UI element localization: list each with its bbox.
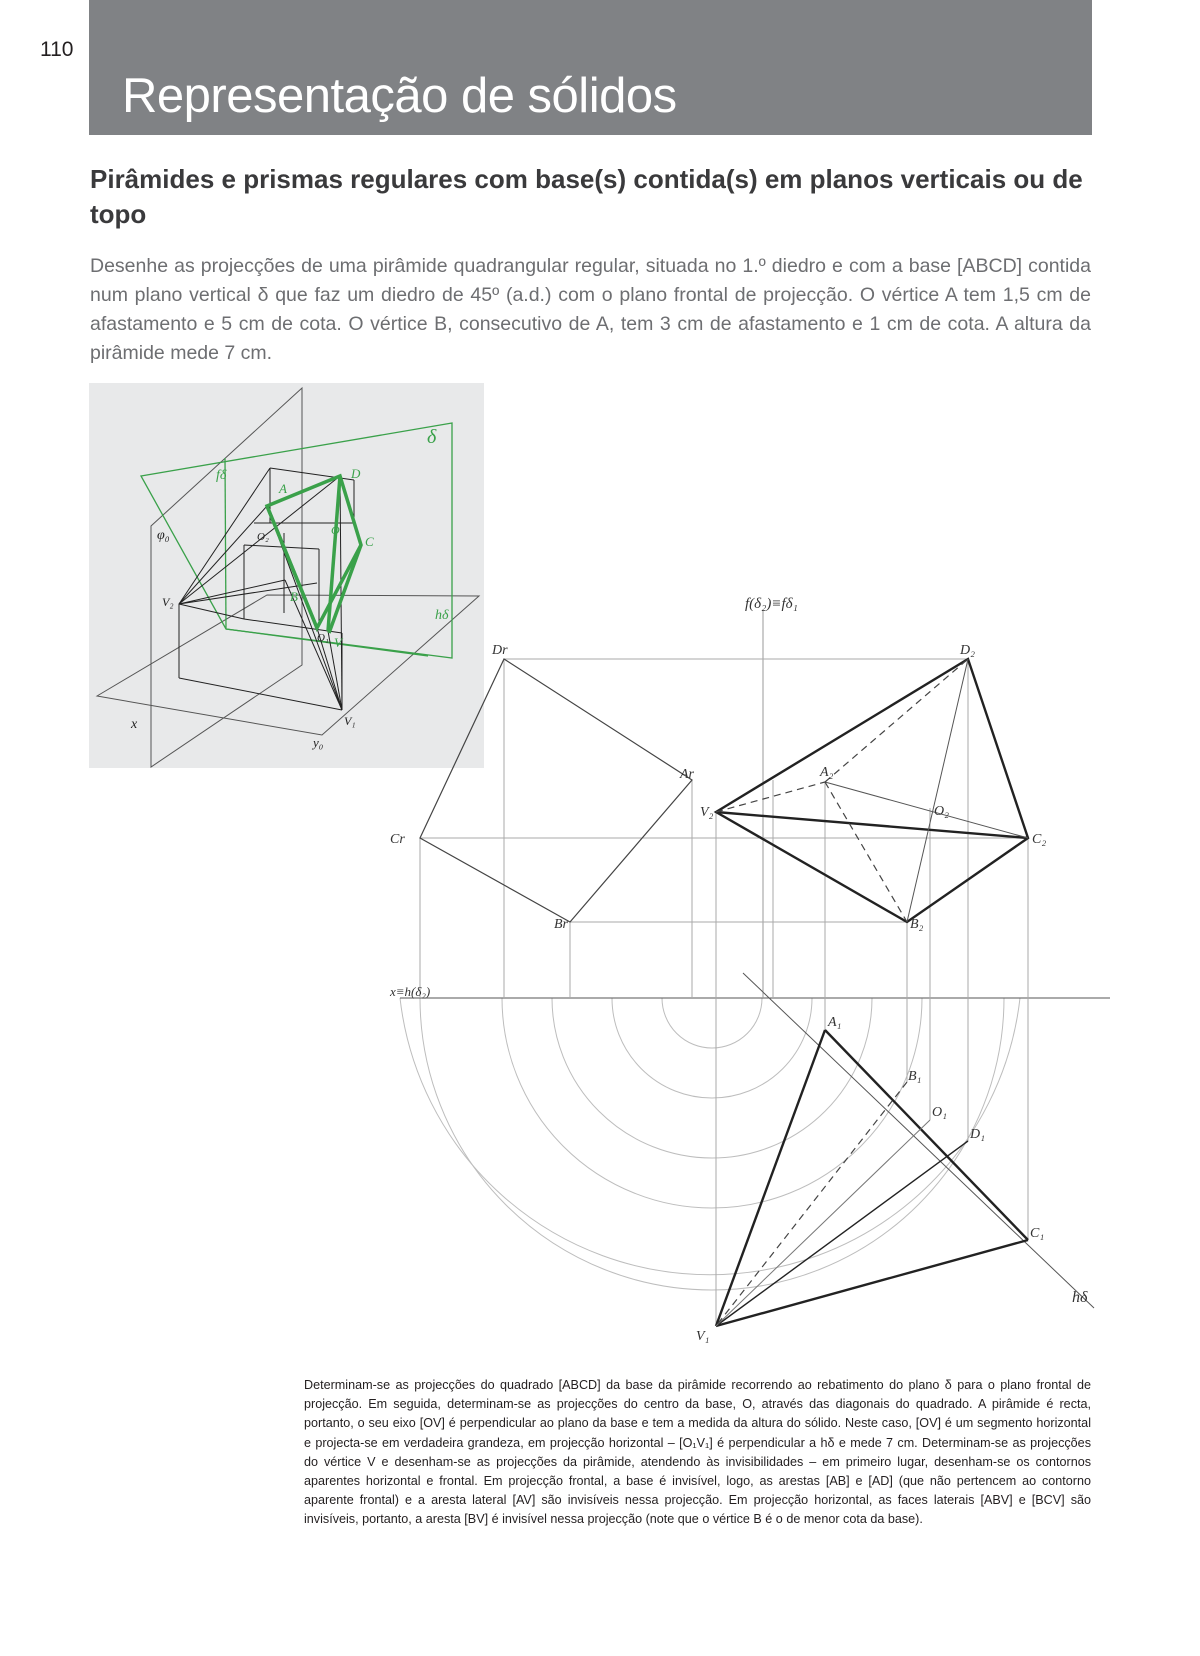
label-v1: V₁ (696, 1329, 710, 1344)
rotation-arcs (400, 998, 1020, 1290)
base-edge-av (267, 506, 317, 628)
rebated-square (420, 659, 692, 922)
section-subtitle: Pirâmides e prismas regulares com base(s) contida(s) em planos verticais ou de topo (90, 164, 1083, 229)
pyramid-base-square (267, 476, 361, 628)
label-o1: O₁ (317, 632, 329, 644)
profile-plane (151, 388, 302, 767)
solution-caption: Determinam-se as projecções do quadrado [ABCD] da base da pirâmide recorrendo ao rebatimento do plano δ para o plano frontal de projecção. Em seguida, determinam-se as projecções do centro da base, O, através das diagonais do quadrado. A pirâmide é recta, portanto, o seu eixo [OV] é perpendicular ao plano da base e tem a medida da altura do sólido. Neste caso, [OV] é um segmento horizontal e projecta-se em verdadeira grandeza, em projecção horizontal – [O₁V₁] é perpendicular a hδ e mede 7 cm. Determinam-se as projecções do vértice V e desenham-se as projecções da pirâmide, atendendo às invisibilidades – em primeiro lugar, desenham-se os contornos aparentes horizontal e frontal. Em projecção frontal, a base é invisível, logo, as arestas [AB] e [AD] (que não pertencem ao contorno aparente frontal) e a aresta lateral [AV] são invisíveis nessa projecção. Em projecção horizontal, as faces laterais [ABV] e [BCV] são invisíveis, portanto, a aresta [BV] é invisível nessa projecção (note que o vértice B é o de menor cota da base). (304, 1378, 1091, 1527)
label-b: B (290, 589, 298, 604)
label-cr: Cr (390, 832, 405, 847)
label-a1: A₁ (828, 1015, 842, 1030)
pyramid-edges (179, 476, 342, 710)
h-delta-line (743, 973, 1094, 1308)
label-delta: δ (427, 426, 437, 448)
label-f-axis: f(δ₂)≡fδ₁ (745, 596, 798, 612)
label-b2: B₂ (910, 917, 924, 932)
f-delta-trace (225, 458, 226, 629)
label-x: x (131, 717, 138, 732)
construction-drawing (390, 590, 1110, 1360)
chapter-title: Representação de sólidos (122, 69, 677, 123)
label-a2: A₂ (820, 765, 834, 780)
problem-statement: Desenhe as projecções de uma pirâmide quadrangular regular, situada no 1.º diedro e com a base [ABCD] contida num plano vertical δ que faz um diedro de 45º (a.d.) com o plano frontal de projecção. O vértice A tem 1,5 cm de afastamento e 5 cm de cota. O vértice B, consecutivo de A, tem 3 cm de afastamento e 1 cm de cota. A altura da pirâmide mede 7 cm. (90, 255, 1091, 364)
chapter-header (89, 0, 1092, 135)
orthographic-construction (390, 590, 1110, 1360)
label-ar: Ar (680, 767, 694, 782)
horizontal-projection (716, 1030, 1028, 1326)
label-d: D (351, 466, 361, 481)
label-f-delta: fδ (216, 468, 227, 483)
label-v2: V₂ (162, 595, 174, 609)
label-o1: O₁ (932, 1105, 947, 1120)
label-h-delta: hδ (1072, 1289, 1088, 1306)
construction-lines (420, 659, 1028, 1326)
label-v: V (334, 635, 342, 650)
label-dr: Dr (492, 643, 508, 658)
label-a: A (279, 481, 287, 496)
page-number: 110 (40, 38, 74, 61)
label-y0: y₀ (313, 735, 324, 750)
label-o2: O₂ (257, 531, 269, 543)
label-c1: C₁ (1030, 1226, 1045, 1241)
label-c: C (365, 534, 374, 549)
label-o2: O₂ (934, 804, 949, 819)
label-b1: B₁ (908, 1069, 922, 1084)
label-x-axis: x≡h(δ₂) (390, 984, 431, 999)
label-d1: D₁ (970, 1127, 985, 1142)
label-h-delta: hδ (435, 608, 449, 623)
label-o: O (331, 523, 340, 537)
label-phi0: φ₀ (157, 528, 170, 543)
label-v1: V₁ (344, 714, 356, 728)
label-c2: C₂ (1032, 832, 1047, 847)
construction-box (179, 468, 354, 710)
label-br: Br (554, 917, 568, 932)
label-d2: D₂ (960, 643, 975, 658)
label-v2: V₂ (700, 805, 714, 820)
